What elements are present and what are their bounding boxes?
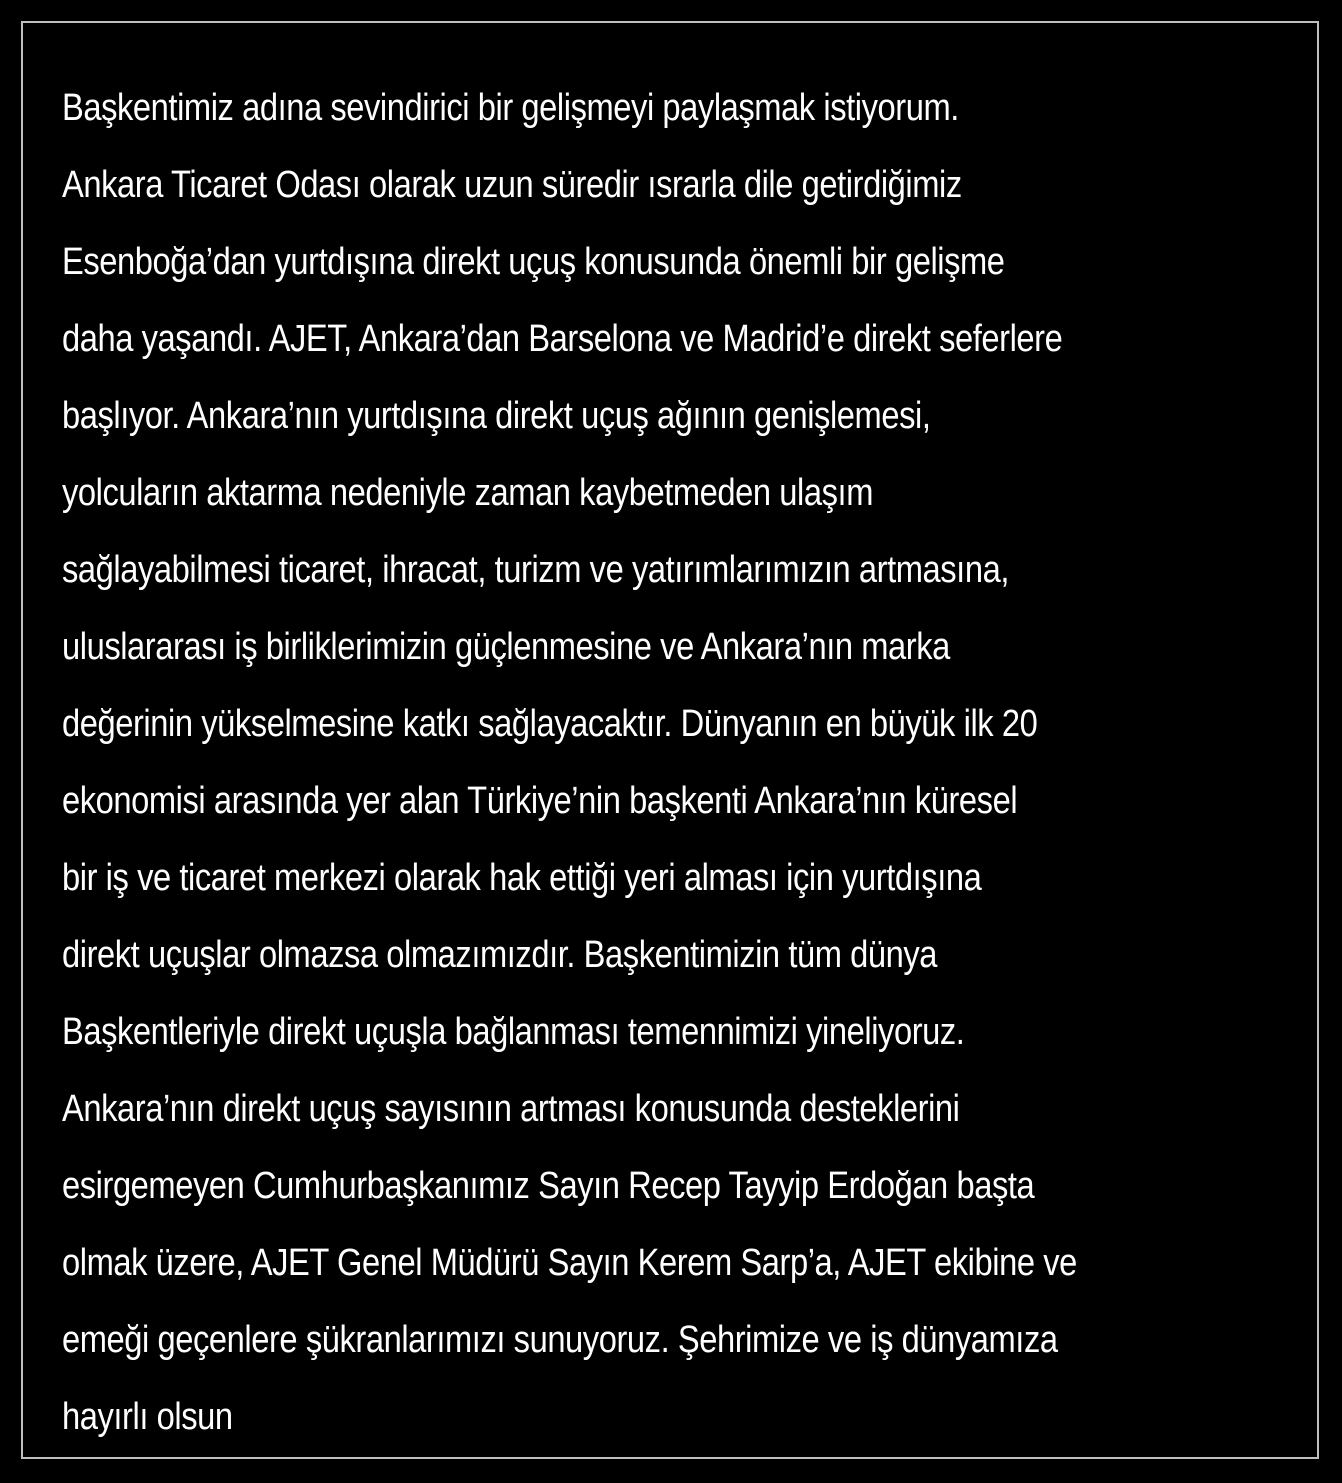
text-line: olmak üzere, AJET Genel Müdürü Sayın Kerem Sarp’a, AJET ekibine ve (62, 1242, 1077, 1284)
text-line: direkt uçuşlar olmazsa olmazımızdır. Başkentimizin tüm dünya (62, 934, 938, 976)
text-line: esirgemeyen Cumhurbaşkanımız Sayın Recep Tayyip Erdoğan başta (62, 1165, 1035, 1207)
text-line: başlıyor. Ankara’nın yurtdışına direkt uçuş ağının genişlemesi, (62, 395, 931, 437)
text-line: Ankara’nın direkt uçuş sayısının artması konusunda desteklerini (62, 1088, 960, 1130)
text-line: uluslararası iş birliklerimizin güçlenmesine ve Ankara’nın marka (62, 626, 950, 668)
text-line: yolcuların aktarma nedeniyle zaman kaybetmeden ulaşım (62, 472, 873, 514)
text-line: daha yaşandı. AJET, Ankara’dan Barselona ve Madrid’e direkt seferlere (62, 318, 1063, 360)
text-line: Başkentimiz adına sevindirici bir gelişmeyi paylaşmak istiyorum. (62, 87, 959, 129)
text-line: değerinin yükselmesine katkı sağlayacaktır. Dünyanın en büyük ilk 20 (62, 703, 1038, 745)
text-line: hayırlı olsun (62, 1396, 233, 1438)
text-line: Ankara Ticaret Odası olarak uzun süredir ısrarla dile getirdiğimiz (62, 164, 962, 206)
text-line: bir iş ve ticaret merkezi olarak hak ettiği yeri alması için yurtdışına (62, 857, 982, 899)
text-line: Başkentleriyle direkt uçuşla bağlanması temennimizi yineliyoruz. (62, 1011, 965, 1053)
text-line: emeği geçenlere şükranlarımızı sunuyoruz. Şehrimize ve iş dünyamıza (62, 1319, 1058, 1361)
text-line: Esenboğa’dan yurtdışına direkt uçuş konusunda önemli bir gelişme (62, 241, 1005, 283)
text-line: ekonomisi arasında yer alan Türkiye’nin başkenti Ankara’nın küresel (62, 780, 1018, 822)
text-line: sağlayabilmesi ticaret, ihracat, turizm ve yatırımlarımızın artmasına, (62, 549, 1009, 591)
statement-text (62, 70, 1146, 1456)
